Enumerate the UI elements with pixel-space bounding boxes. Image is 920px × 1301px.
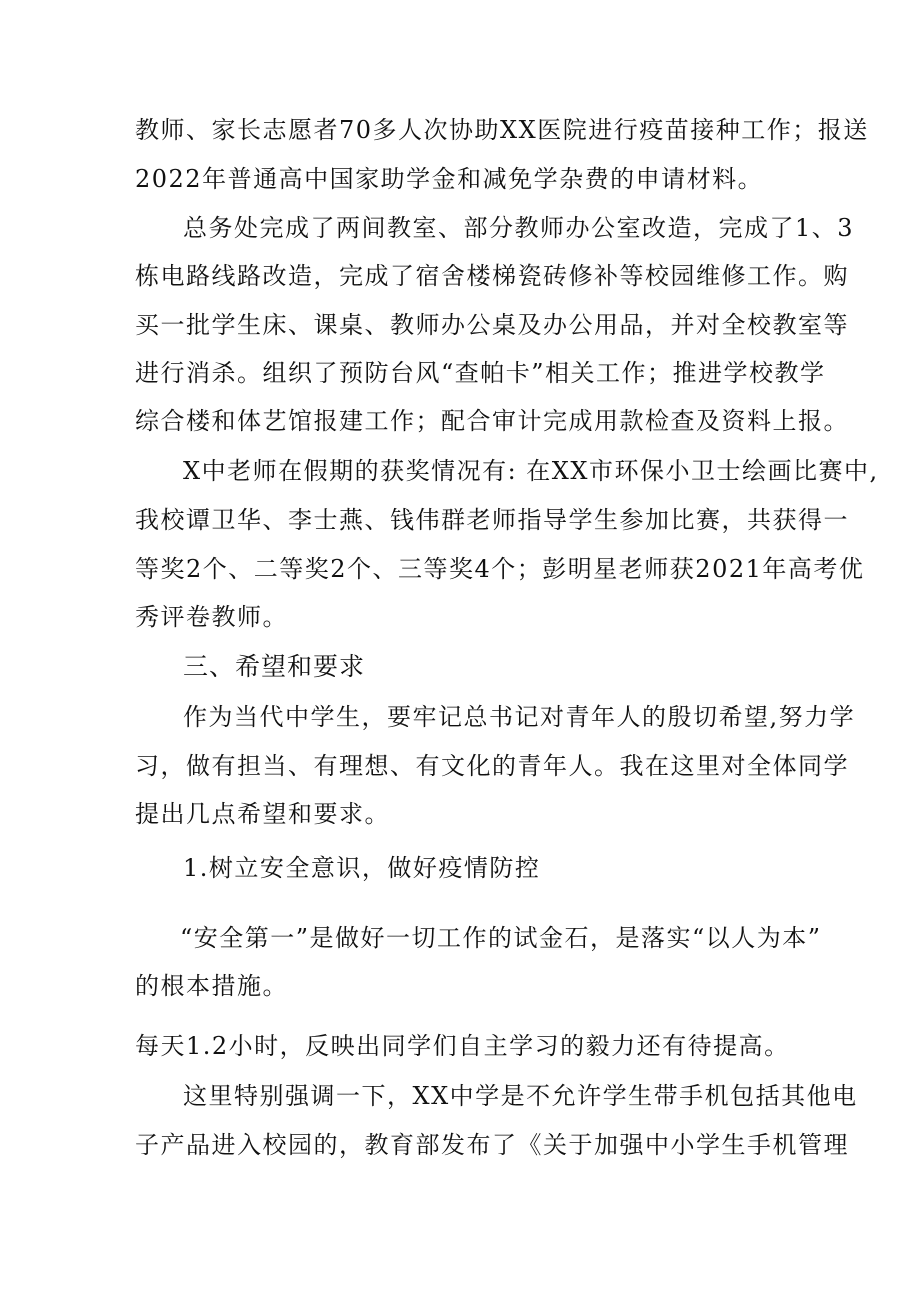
paragraph-4-line-1: 作为当代中学生，要牢记总书记对青年人的殷切希望,努力学	[183, 703, 856, 731]
paragraph-3-line-1: X中老师在假期的获奖情况有: 在XX市环保小卫士绘画比赛中,	[183, 457, 879, 485]
paragraph-3-line-3: 等奖2个、二等奖2个、三等奖4个；彭明星老师获2021年高考优	[135, 555, 865, 583]
paragraph-2-line-4: 进行消杀。组织了预防台风“查帕卡”相关工作；推进学校教学	[135, 359, 826, 387]
paragraph-5-line-2: 的根本措施。	[135, 972, 288, 1000]
sub-heading: 1.树立安全意识，做好疫情防控	[183, 854, 541, 882]
section-heading: 三、希望和要求	[183, 652, 366, 681]
paragraph-2-line-3: 买一批学生床、课桌、教师办公桌及办公用品，并对全校教室等	[135, 311, 849, 339]
paragraph-3-line-2: 我校谭卫华、李士燕、钱伟群老师指导学生参加比赛，共获得一	[135, 506, 849, 534]
paragraph-4-line-3: 提出几点希望和要求。	[135, 800, 390, 828]
paragraph-1-line-1: 教师、家长志愿者70多人次协助XX医院进行疫苗接种工作；报送	[135, 116, 869, 144]
paragraph-2-line-2: 栋电路线路改造，完成了宿舍楼梯瓷砖修补等校园维修工作。购	[135, 262, 849, 290]
paragraph-3-line-4: 秀评卷教师。	[135, 603, 288, 631]
paragraph-5-line-1: “安全第一”是做好一切工作的试金石，是落实“以人为本”	[180, 924, 822, 952]
paragraph-2-line-1: 总务处完成了两间教室、部分教师办公室改造，完成了1、3	[183, 214, 855, 242]
paragraph-6-line-1: 每天1.2小时，反映出同学们自主学习的毅力还有待提高。	[135, 1032, 790, 1060]
paragraph-1-line-2: 2022年普通高中国家助学金和减免学杂费的申请材料。	[135, 165, 764, 193]
paragraph-2-line-5: 综合楼和体艺馆报建工作；配合审计完成用款检查及资料上报。	[135, 407, 849, 435]
paragraph-4-line-2: 习，做有担当、有理想、有文化的青年人。我在这里对全体同学	[135, 752, 849, 780]
paragraph-7-line-1: 这里特别强调一下，XX中学是不允许学生带手机包括其他电	[183, 1082, 858, 1110]
paragraph-7-line-2: 子产品进入校园的，教育部发布了《关于加强中小学生手机管理	[135, 1131, 849, 1159]
